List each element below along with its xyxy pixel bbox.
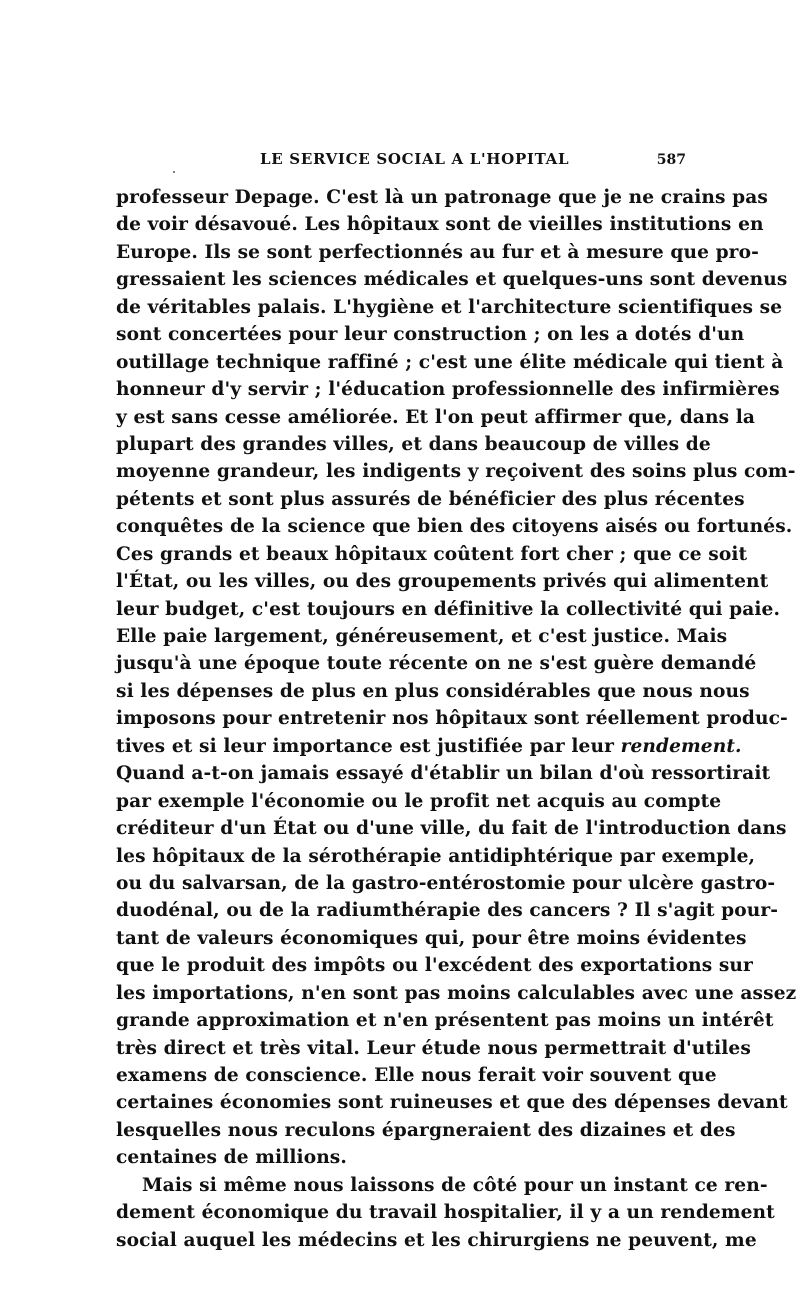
text-line: Ces grands et beaux hôpitaux coûtent fort cher ; que ce soit — [116, 543, 748, 565]
italic-word: rendement. — [620, 735, 742, 757]
paragraph-start-line: Mais si même nous laissons de côté pour un instant ce ren- — [142, 1174, 768, 1196]
text-line: Elle paie largement, généreusement, et c'est justice. Mais — [116, 626, 728, 647]
running-title: LE SERVICE SOCIAL A L'HOPITAL — [260, 150, 570, 168]
text-line: conquêtes de la science que bien des citoyens aisés ou fortunés. — [116, 516, 793, 538]
text-line: grande approximation et n'en présentent pas moins un intérêt — [116, 1010, 774, 1032]
text-line: y est sans cesse améliorée. Et l'on peut affirmer que, dans la — [116, 406, 756, 428]
text-line: moyenne grandeur, les indigents y reçoivent des soins plus com- — [116, 461, 796, 483]
text-line: lesquelles nous reculons épargneraient des dizaines et des — [116, 1119, 736, 1141]
text-line: plupart des grandes villes, et dans beaucoup de villes de — [116, 433, 711, 455]
text-line: tant de valeurs économiques qui, pour être moins évidentes — [116, 927, 747, 949]
text-line: certaines économies sont ruineuses et que des dépenses devant — [116, 1092, 788, 1114]
text-line: par exemple l'économie ou le profit net acquis au compte — [116, 790, 722, 812]
text-line: les importations, n'en sont pas moins calculables avec une assez — [116, 982, 797, 1004]
text-line-segment: tives et si leur importance est justifiée par leur — [116, 735, 614, 757]
text-line: honneur d'y servir ; l'éducation professionnelle des infirmières — [116, 379, 780, 401]
text-line: outillage technique raffiné ; c'est une élite médicale qui tient à — [116, 351, 784, 373]
text-line: duodénal, ou de la radiumthérapie des cancers ? Il s'agit pour- — [116, 900, 779, 922]
text-line: leur budget, c'est toujours en définitive la collectivité qui paie. — [116, 598, 781, 620]
text-line: imposons pour entretenir nos hôpitaux sont réellement produc- — [116, 708, 788, 730]
text-line: Quand a-t-on jamais essayé d'établir un bilan d'où ressortirait — [116, 763, 771, 785]
text-line: que le produit des impôts ou l'excédent des exportations sur — [116, 955, 753, 977]
text-line: professeur Depage. C'est là un patronage que je ne crains pas — [116, 187, 768, 208]
print-speck — [173, 171, 175, 173]
page-number: 587 — [656, 152, 686, 168]
text-line: les hôpitaux de la sérothérapie antidiphtérique par exemple, — [116, 845, 756, 867]
text-line: examens de conscience. Elle nous ferait voir souvent que — [116, 1065, 717, 1086]
text-line: sont concertées pour leur construction ; on les a dotés d'un — [116, 324, 745, 346]
text-line: jusqu'à une époque toute récente on ne s'est guère demandé — [116, 653, 757, 675]
body-text — [116, 184, 797, 1254]
text-line: dement économique du travail hospitalier, il y a un rendement — [116, 1202, 775, 1224]
text-line: social auquel les médecins et les chirurgiens ne peuvent, me — [116, 1229, 757, 1251]
text-line-with-italic — [116, 733, 742, 760]
text-line: très direct et très vital. Leur étude nous permettrait d'utiles — [116, 1037, 751, 1059]
text-line: ou du salvarsan, de la gastro-entérostomie pour ulcère gastro- — [116, 872, 776, 894]
running-head — [116, 150, 686, 170]
text-line: si les dépenses de plus en plus considérables que nous nous — [116, 680, 750, 702]
text-line: gressaient les sciences médicales et quelques-uns sont devenus — [116, 269, 788, 291]
paragraph-end-line: centaines de millions. — [116, 1147, 347, 1169]
text-line: de voir désavoué. Les hôpitaux sont de vieilles institutions en — [116, 214, 764, 236]
text-line: créditeur d'un État ou d'une ville, du fait de l'introduction dans — [116, 818, 787, 840]
text-line: pétents et sont plus assurés de bénéficier des plus récentes — [116, 488, 745, 510]
text-line: Europe. Ils se sont perfectionnés au fur et à mesure que pro- — [116, 241, 759, 263]
text-line: de véritables palais. L'hygiène et l'architecture scientifiques se — [116, 296, 783, 318]
text-line: l'État, ou les villes, ou des groupements privés qui alimentent — [116, 571, 769, 593]
